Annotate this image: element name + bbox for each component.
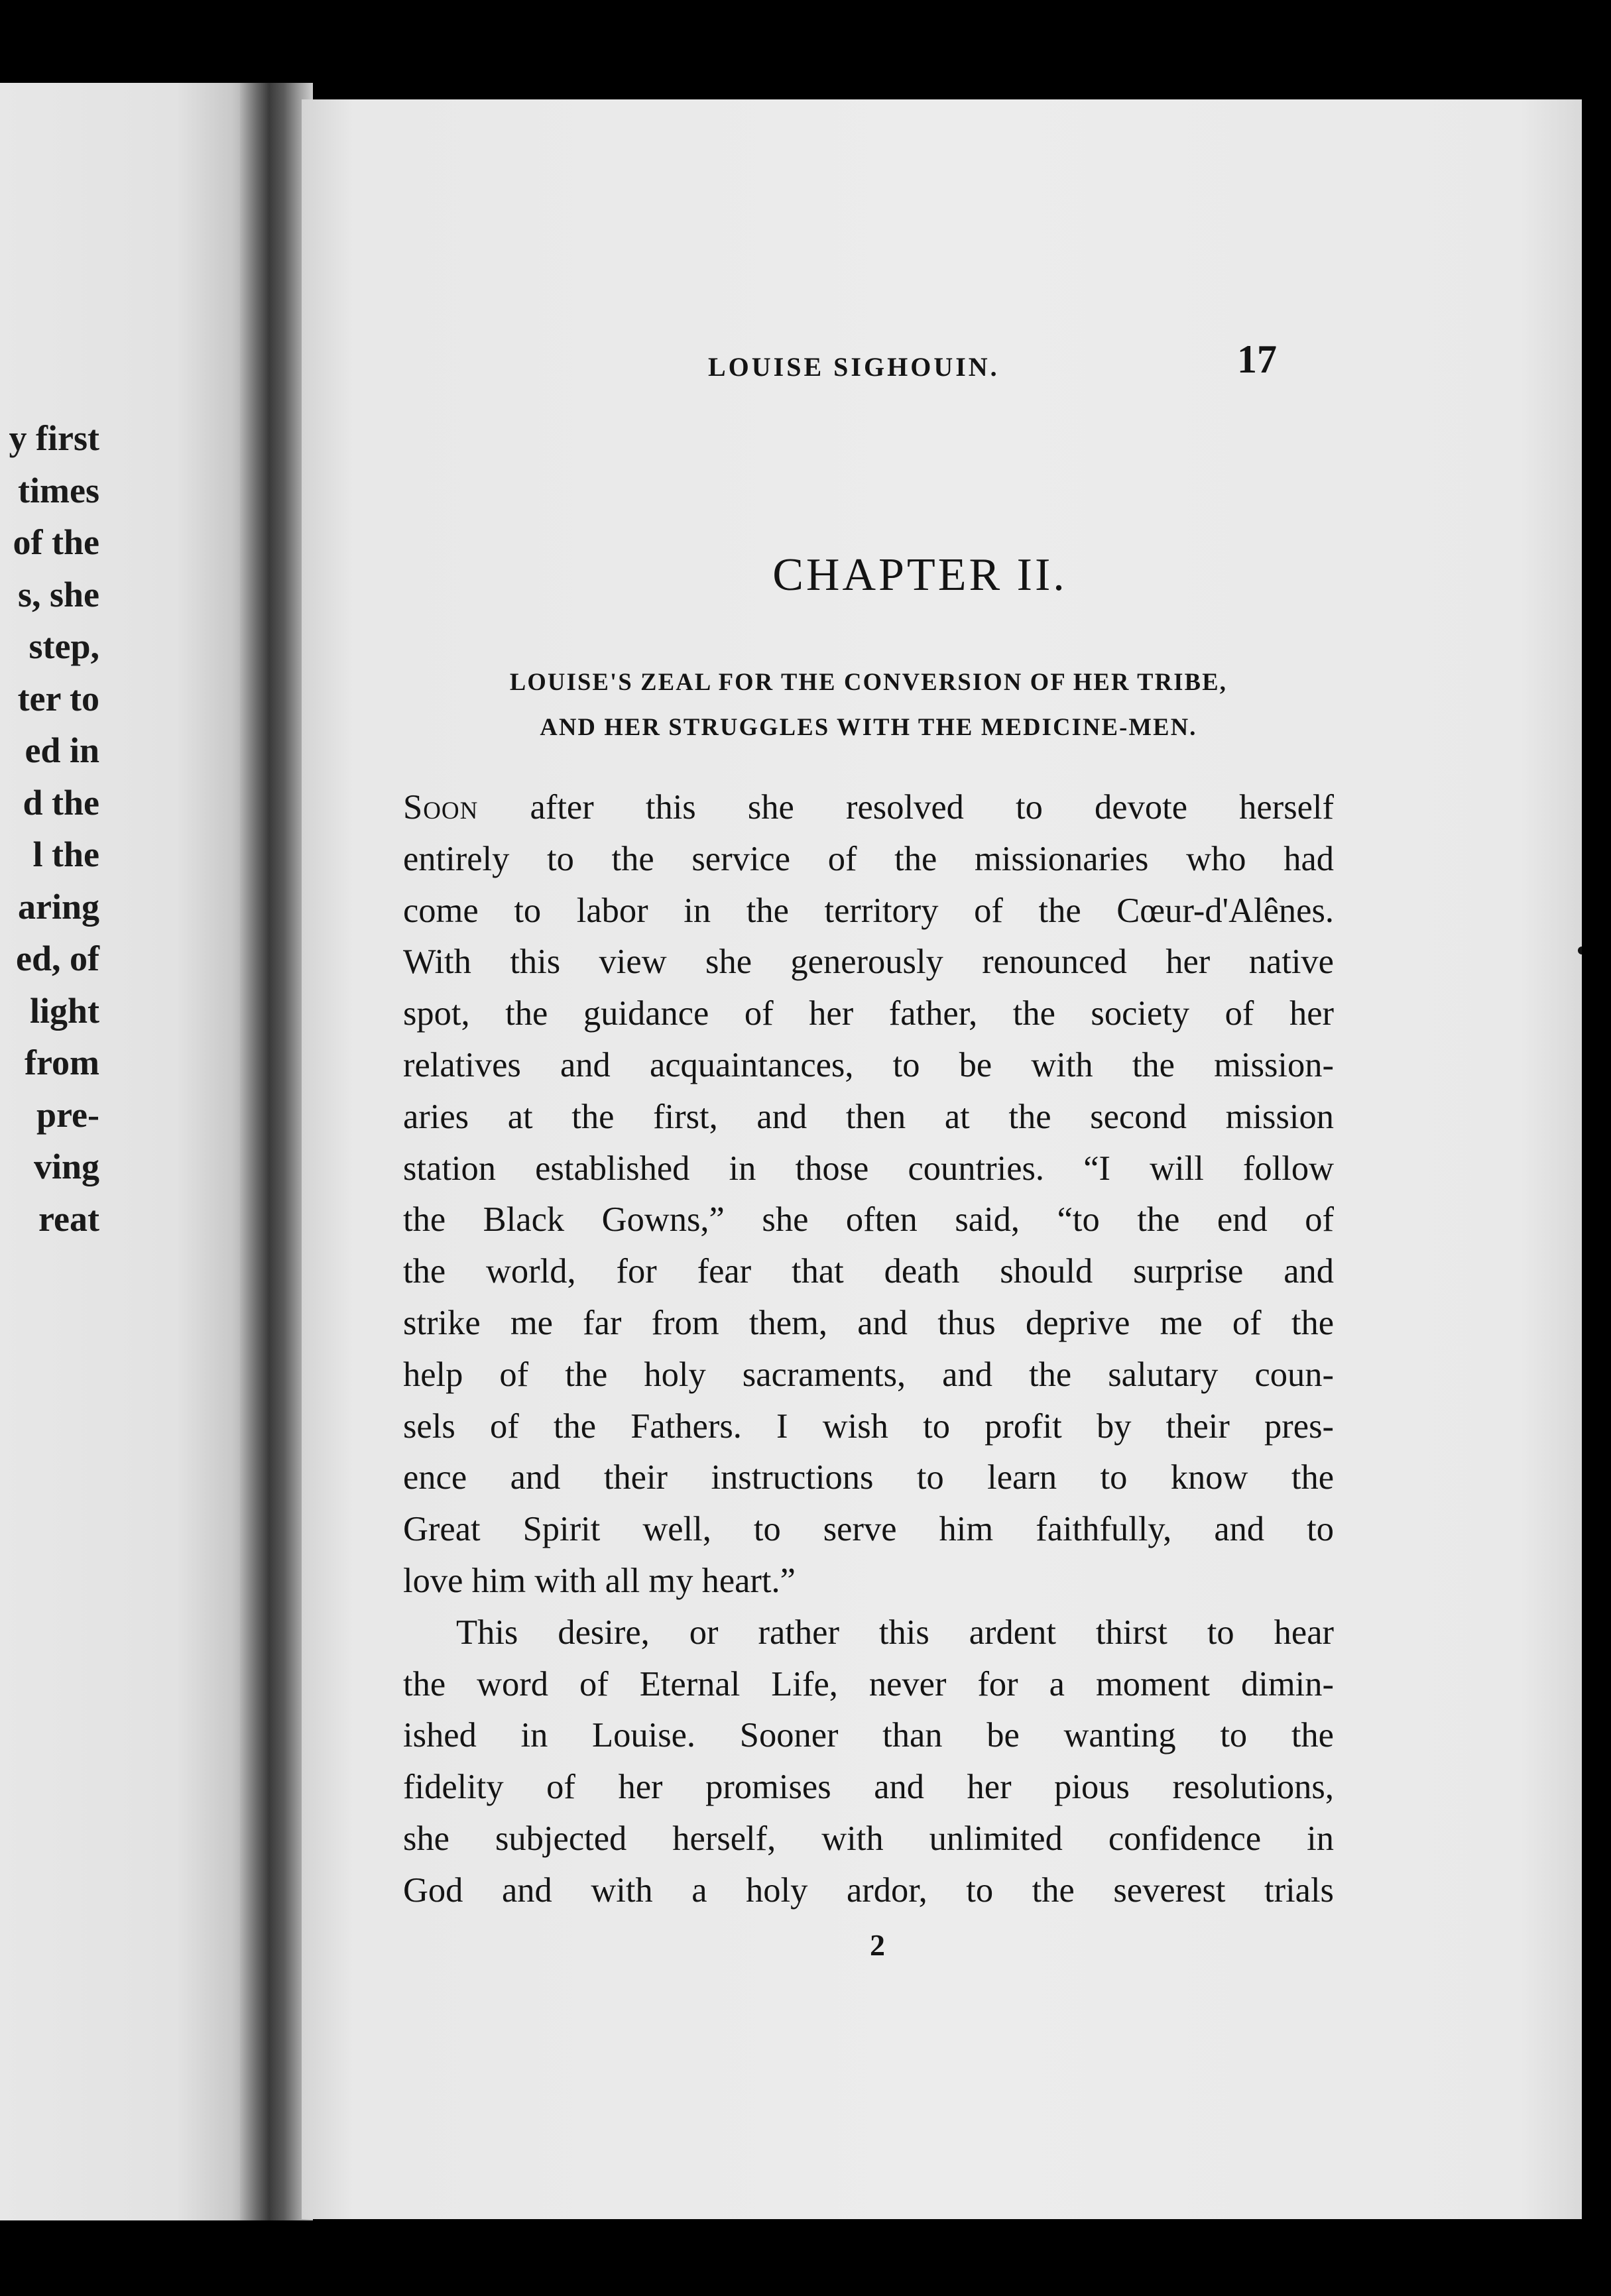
lead-word: Soon <box>403 788 479 827</box>
text-line: strike me far from them, and thus deprive me of the <box>403 1303 1334 1342</box>
text-line: relatives and acquaintances, to be with the mission- <box>403 1045 1334 1084</box>
facing-page-line: from <box>25 1043 99 1082</box>
facing-page-line: times <box>18 470 99 510</box>
facing-page-line: pre- <box>36 1094 99 1135</box>
text-line: station established in those countries. “I will follow <box>403 1149 1334 1188</box>
text-line: the world, for fear that death should surprise and <box>403 1252 1334 1291</box>
chapter-subtitle <box>404 660 1333 750</box>
facing-page-text <box>0 412 99 1245</box>
body-text <box>403 782 1334 1917</box>
chapter-title: CHAPTER II. <box>772 549 1067 601</box>
paragraph-first-line: This desire, or rather this ardent thirst to hear <box>456 1613 1334 1652</box>
scan-frame-right <box>1582 0 1611 2296</box>
text-line: the word of Eternal Life, never for a moment dimin- <box>403 1664 1334 1703</box>
text-line: fidelity of her promises and her pious resolutions, <box>403 1768 1334 1807</box>
facing-page-line: y first <box>9 418 99 458</box>
chapter-subtitle-line: LOUISE'S ZEAL FOR THE CONVERSION OF HER TRIBE, <box>509 668 1228 695</box>
paragraph-first-line <box>403 782 1334 834</box>
chapter-subtitle-line: AND HER STRUGGLES WITH THE MEDICINE-MEN. <box>540 713 1197 740</box>
text-line: Great Spirit well, to serve him faithfully, and to <box>403 1510 1334 1549</box>
facing-page-line: s, she <box>17 574 99 614</box>
text-line: ished in Louise. Sooner than be wanting to the <box>403 1716 1334 1755</box>
facing-page-line: ving <box>33 1147 99 1186</box>
signature-mark: 2 <box>870 1928 885 1962</box>
first-line-rest: after this she resolved to devote herself <box>530 788 1334 827</box>
text-line: With this view she generously renounced her native <box>403 943 1334 982</box>
facing-page-line: ed, of <box>16 939 99 978</box>
text-line: spot, the guidance of her father, the society of her <box>403 994 1334 1033</box>
facing-page-line: step, <box>29 626 99 666</box>
facing-page-line: reat <box>38 1198 99 1239</box>
scan-frame-top <box>0 0 1611 86</box>
text-line: aries at the first, and then at the second mission <box>403 1097 1334 1136</box>
text-line: come to labor in the territory of the Cœur-d'Alênes. <box>403 891 1334 930</box>
text-line: sels of the Fathers. I wish to profit by their pres- <box>403 1406 1334 1446</box>
facing-page-line: ed in <box>25 730 99 770</box>
text-line: help of the holy sacraments, and the salutary coun- <box>403 1355 1334 1394</box>
text-line: the Black Gowns,” she often said, “to the end of <box>403 1200 1334 1239</box>
scan-frame-bottom <box>0 2222 1611 2296</box>
facing-page-line: l the <box>32 834 99 874</box>
paragraph-last-line: love him with all my heart.” <box>403 1561 796 1600</box>
facing-page-line: ter to <box>17 678 99 718</box>
text-line: ence and their instructions to learn to know the <box>403 1458 1334 1497</box>
page-number: 17 <box>1237 337 1277 381</box>
running-head: LOUISE SIGHOUIN. <box>708 352 1000 382</box>
text-line: God and with a holy ardor, to the severest trials <box>403 1870 1334 1910</box>
text-line: she subjected herself, with unlimited confidence in <box>403 1819 1334 1858</box>
facing-page-line: aring <box>17 886 99 927</box>
facing-page-line: d the <box>23 782 99 823</box>
facing-page-line: light <box>29 990 99 1031</box>
facing-page-line: of the <box>13 522 99 562</box>
text-line: entirely to the service of the missionaries who had <box>403 839 1334 878</box>
